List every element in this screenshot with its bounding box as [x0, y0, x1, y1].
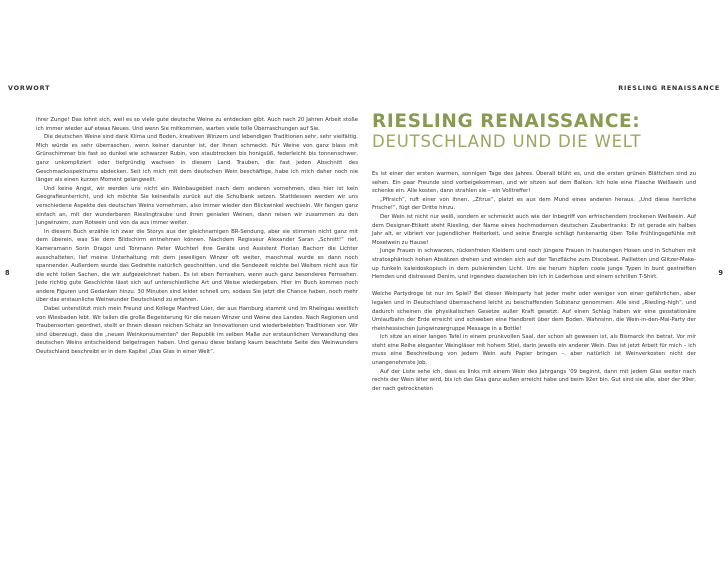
paragraph: Junge Frauen in schwarzen, rückenfreien Kleidern und noch jüngere Frauen in hautengen Hosen und in Schuhen mit stratosphärisch hohen Absätzen drehen und winden sich auf der Tanzfläche zum Discobeat. Pailletten und Glitzer-Make-up funkeln kaleidoskopisch in dem pulsierenden Licht. Um sie herum hüpfen coole junge Typen in bunt gestreiften Hemden und distressed Denim, und irgendwo dazwischen bin ich in Lederhose und einem schrillen T-Shirt.: [372, 248, 696, 281]
left-page-text: [36, 116, 358, 357]
paragraph: Der Wein ist nicht nur weiß, sondern er schmeckt auch wie der Inbegriff von erfrischendem trockenen Weißwein. Auf dem Designer-Etikett steht Riesling, der Name eines hochmodernen deutschen Zaubertranks: Er ist gerade ein halbes Jahr alt, er vibriert vor jugendlicher Heiterkeit, und seine Energie schlägt funkenartig über. Tolle Frühlingsgefühle mit Moselwein zu Hause!: [372, 213, 696, 246]
right-page-text: [372, 170, 696, 393]
running-head-left: VORWORT: [8, 84, 51, 92]
paragraph: „Pfirsich“, ruft einer von ihnen, „Zitrus“, platzt es aus dem Mund eines anderen heraus. „Und diese herrliche Frische!“, fügt der Dritte hinzu.: [372, 196, 696, 212]
paragraph: Welche Partydroge ist nur im Spiel? Bei dieser Weinparty hat jeder mehr oder weniger von einer gefährlichen, aber legalen und in Deutschland überraschend leicht zu beschaffenden Substanz genommen: Alle sind „Riesling-high“, und dadurch scheinen die physikalischen Gesetze außer Kraft gesetzt. Auf einen Schlag haben wir eine geostationäre Umlaufbahn der Erde erreicht und schweben eine Handbreit über dem Boden. Wahnsinn, die Wein-in-den-Mai-Party der rheinhessischen Jungwinzergruppe Message in a Bottle!: [372, 291, 696, 332]
chapter-title-line-2: DEUTSCHLAND UND DIE WELT: [372, 132, 642, 151]
page-number-right: 9: [718, 269, 723, 277]
paragraph: Auf der Liste sehe ich, dass es links mit einem Wein des Jahrgangs ’09 beginnt, dann mit jedem Glas weiter nach rechts der Wein älter wird, bis ich das Glas ganz außen erreicht habe und beim 92er bin. Gut sind sie alle, aber der 99er, der nach getrockneten: [372, 368, 696, 392]
paragraph: ihrer Zunge! Das lohnt sich, weil es so viele gute deutsche Weine zu entdecken gibt. Auch nach 20 Jahren Arbeit stoße ich immer wieder auf etwas Neues. Und wenn Sie mitkommen, warten viele tolle Überraschungen auf Sie.: [36, 117, 358, 132]
paragraph: Die deutschen Weine sind dank Klima und Boden, kreativen Winzern und lebendigen Traditionen sehr, sehr vielfältig. Mich würde es sehr überraschen, wenn keiner darunter ist, der Ihnen schmeckt. Für Weine von ganz blass mit Grünschimmer bis fast so dunkel wie schwarzer Rubin, von staubtrocken bis honigsüß, federleicht bis tonnenschwer, ganz unkompliziert oder tiefgründig wachsen in diesem Land Trauben, die fast jeden Abschnitt des Geschmacksspektrums abdecken. Seit ich mich mit dem deutschen Wein beschäftige, habe ich mich daher noch nie länger als einen kurzen Moment gelangweilt.: [36, 134, 358, 184]
page-number-left: 8: [5, 269, 10, 277]
paragraph: Es ist einer der ersten warmen, sonnigen Tage des Jahres. Überall blüht es, und die ersten grünen Blättchen sind zu sehen. Ein paar Freunde sind vorbeigekommen, und wir sitzen auf dem Balkon. Ich hole eine Flasche Weißwein und schenke ein. Alle kosten, dann strahlen sie – ein Volltreffer!: [372, 171, 696, 195]
chapter-title: [372, 111, 712, 152]
running-head-right: RIESLING RENAISSANCE: [618, 84, 720, 92]
paragraph: Und keine Angst, wir werden uns nicht ein Weinbaugebiet nach dem anderen vornehmen, dies hier ist kein Geografieunterricht, und ich möchte Sie keinesfalls zurück auf die Schulbank setzen. Stattdessen werden wir uns verschiedene Aspekte des deutschen Weins vornehmen, also immer wieder den Blickwinkel wechseln. Wir fangen ganz einfach an, mit der wunderbaren Rieslingtraube und ihren genialen Weinen, dann reisen wir zusammen zu den Jungwinzern, zum Rotwein und von da aus immer weiter.: [36, 185, 358, 227]
paragraph: In diesem Buch erzähle ich zwar die Storys aus der gleichnamigen BR-Sendung, aber sie stimmen nicht ganz mit dem überein, was Sie dem Bildschirm entnehmen können. Nachdem Regisseur Alexander Saran „Schnitt!“ rief, Kameramann Sorin Dragoi und Tonmann Peter Wuchterl ihre Geräte und Assistent Florian Bachorr die Lichter ausschalteten, lief meine Unterhaltung mit dem jeweiligen Winzer oft weiter, manchmal wurde es dann noch spannender. Außerdem wurde das Gedrehte natürlich geschnitten, und die Sendezeit reichte bei Weitem nicht aus für die echt tollen Sachen, die wir aufgezeichnet haben. Es ist eben Fernsehen, wenn auch ganz besonderes Fernsehen. Jede richtig gute Geschichte lässt sich auf unterschiedliche Art und Weise wiedergeben. Hier im Buch kommen noch andere Figuren und Gedanken hinzu. 30 Minuten sind leider schnell um, sodass Sie jetzt die Chance haben, noch mehr über das erstaunliche Weinwunder Deutschland zu erfahren.: [36, 228, 358, 304]
paragraph: Dabei unterstützt mich mein Freund und Kollege Manfred Lüer, der aus Hamburg stammt und im Rheingau westlich von Wiesbaden lebt. Wir teilen die große Begeisterung für die neuen Winzer und Weine des Landes. Nach Regionen und Traubensorten geordnet, stellt er Ihnen diesen reichen Schatz an Innovationen und wiederbelebten Traditionen vor. Wir sind überzeugt, dass die „neuen Weinkonsumenten“ der Republik im selben Maße zur erstaunlichen Verwandlung des deutschen Weins entscheidend beigetragen haben. Und genau diese bislang kaum beachtete Seite des Weinwunders Deutschland beschreibt er in dem Kapitel „Das Glas in einer Welt“.: [36, 306, 358, 356]
chapter-title-line-1: RIESLING RENAISSANCE:: [372, 111, 641, 132]
paragraph: Ich sitze an einer langen Tafel in einem prunkvollen Saal, der schon alt gewesen ist, als Bismarck ihn betrat. Vor mir steht eine Reihe eleganter Weingläser mit hohem Stiel, darin jeweils ein anderer Wein. Das ist jetzt Arbeit für mich – ich muss eine Beschreibung von jedem Wein aufs Papier bringen –, aber natürlich ist Weinverkosten nicht der unangenehmste Job.: [372, 334, 696, 367]
